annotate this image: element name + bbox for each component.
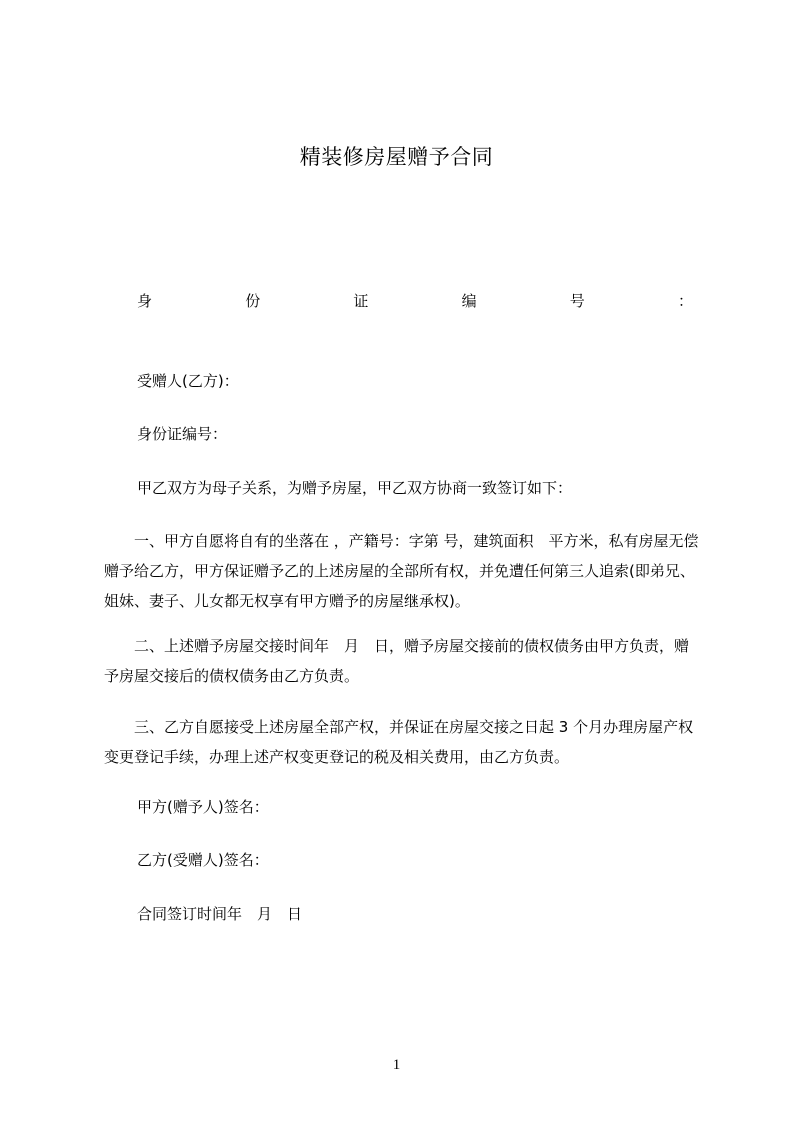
intro-paragraph: 甲乙双方为母子关系，为赠予房屋，甲乙双方协商一致签订如下： [137,479,573,497]
id-label-char: 编 [461,292,477,310]
clause-1: 一、甲方自愿将自有的坐落在 ，产籍号：字第 号，建筑面积 平方米，私有房屋无偿赠予给乙方，甲方保证赠予乙的上述房屋的全部所有权，并免遭任何第三人追索(即弟兄、姐妹、妻子、儿女都无权享有甲方赠予的房屋继承权)。 [104,532,699,610]
recipient-label: 受赠人(乙方)： [137,372,239,390]
party-a-signature: 甲方(赠予人)签名： [137,798,269,816]
id-label-char: 份 [245,292,261,310]
id-label-char: 身 [137,292,153,310]
page-number: 1 [392,1057,401,1073]
recipient-id-label: 身份证编号： [137,425,228,443]
donor-id-number-label [137,290,693,312]
id-label-char: ： [677,292,693,310]
id-label-char: 号 [569,292,585,310]
party-b-signature: 乙方(受赠人)签名： [137,851,269,869]
signing-date: 合同签订时间年 月 日 [137,905,303,923]
clause-2: 二、上述赠予房屋交接时间年 月 日，赠予房屋交接前的债权债务由甲方负责，赠予房屋交接后的债权债务由乙方负责。 [104,637,690,685]
document-title: 精装修房屋赠予合同 [299,145,494,169]
id-label-char: 证 [353,292,369,310]
clause-3: 三、乙方自愿接受上述房屋全部产权，并保证在房屋交接之日起 3 个月办理房屋产权变更登记手续，办理上述产权变更登记的税及相关费用，由乙方负责。 [104,718,694,766]
